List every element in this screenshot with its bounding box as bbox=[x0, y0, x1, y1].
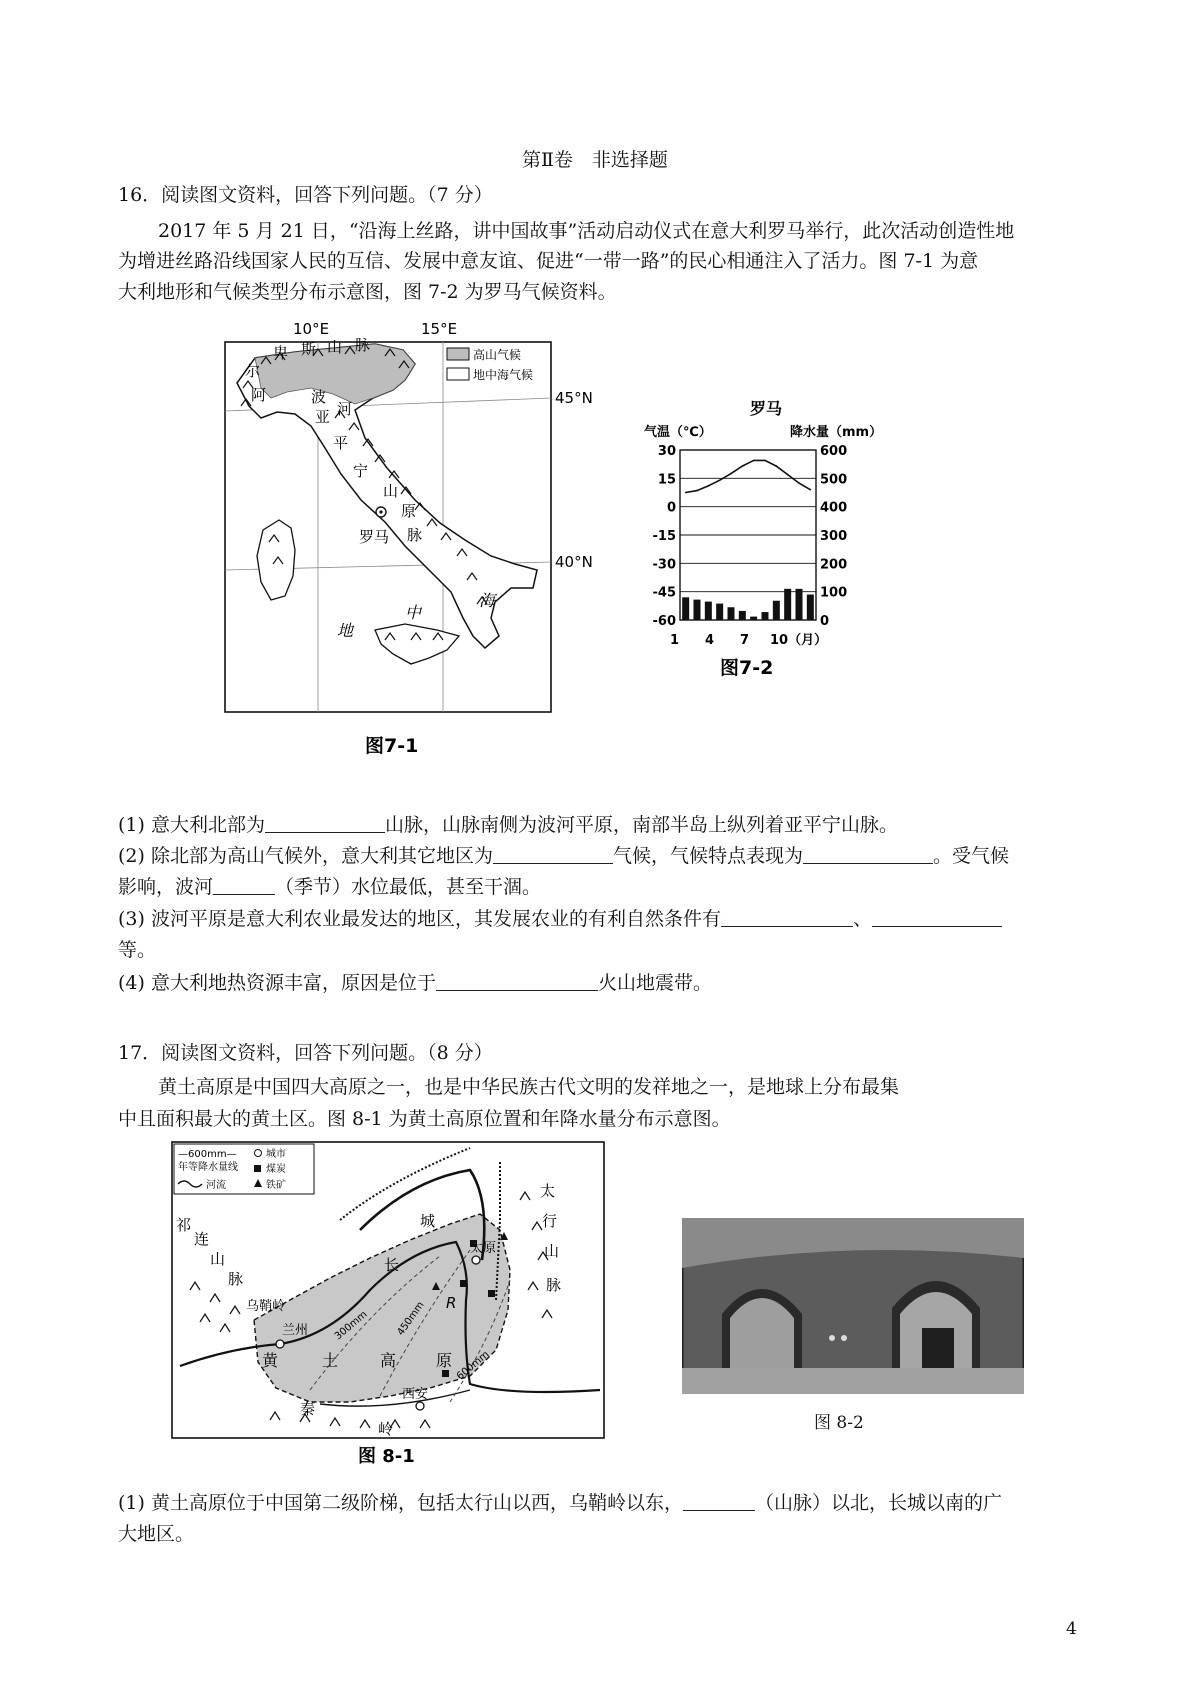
river-label: R bbox=[446, 1294, 457, 1312]
temp-point bbox=[810, 489, 812, 491]
taihang-char-4: 脉 bbox=[546, 1276, 562, 1294]
left-tick-label: 0 bbox=[666, 500, 676, 516]
lon-label-15e: 15°E bbox=[421, 320, 458, 338]
precip-bar bbox=[762, 612, 769, 620]
alps-char-5: 山 bbox=[327, 338, 343, 356]
right-tick-label: 500 bbox=[820, 472, 848, 488]
alps-char-2: 尔 bbox=[245, 362, 261, 380]
precip-bars bbox=[682, 589, 814, 620]
qilian-char-2: 连 bbox=[194, 1230, 210, 1248]
legend-isoline-sample: —600mm— bbox=[178, 1149, 237, 1160]
alps-char-3: 卑 bbox=[273, 344, 289, 362]
lanzhou-city bbox=[276, 1340, 284, 1348]
right-tick-label: 300 bbox=[820, 529, 848, 544]
precip-bar bbox=[682, 597, 689, 620]
isoline-300-label: 300mm bbox=[332, 1309, 370, 1343]
lat-label-45n: 45°N bbox=[555, 389, 593, 407]
plateau-char-4: 原 bbox=[436, 1351, 453, 1370]
q16-intro-line-2: 为增进丝路沿线国家人民的互信、发展中意友谊、促进“一带一路”的民心相通注入了活力。图 7-1 为意 bbox=[118, 250, 979, 272]
temp-point bbox=[708, 485, 710, 487]
precip-bar bbox=[694, 600, 701, 620]
plateau-char-1: 黄 bbox=[262, 1351, 279, 1370]
q17-item-1: (1) 黄土高原位于中国第二级阶梯，包括太行山以西，乌鞘岭以东， （山脉）以北，长城以南的广 bbox=[118, 1492, 1002, 1514]
sea-char-2: 中 bbox=[405, 603, 422, 622]
alps-char-4: 斯 bbox=[301, 340, 317, 358]
rome-climate-chart bbox=[640, 394, 910, 712]
qilian-char-3: 山 bbox=[210, 1250, 226, 1268]
temp-point bbox=[685, 492, 687, 494]
left-axis-title: 气温（℃） bbox=[644, 425, 712, 440]
precip-bar bbox=[728, 607, 735, 620]
xian-city bbox=[416, 1402, 424, 1410]
temp-point bbox=[730, 473, 732, 475]
q16-item-2-cont: 影响，波河 （季节）水位最低，甚至干涸。 bbox=[118, 876, 542, 898]
qilian-char-4: 脉 bbox=[228, 1270, 244, 1288]
xian-label: 西安 bbox=[402, 1387, 429, 1402]
apennine-char-5: 脉 bbox=[407, 526, 423, 544]
q17-header: 17．阅读图文资料，回答下列问题。（8 分） bbox=[118, 1042, 493, 1064]
answer-blank-3a[interactable] bbox=[721, 908, 853, 927]
temp-point bbox=[753, 460, 755, 462]
fig-7-2-caption: 图7-2 bbox=[720, 657, 774, 679]
isoline-600-label: 600mm bbox=[454, 1349, 492, 1383]
fig-8-1-caption: 图 8-1 bbox=[358, 1446, 415, 1467]
italy-map bbox=[215, 318, 645, 788]
right-axis-title: 降水量（mm） bbox=[790, 425, 883, 440]
isoline-450-label: 450mm bbox=[395, 1299, 427, 1338]
left-tick-label: 15 bbox=[657, 472, 676, 488]
right-tick-label: 200 bbox=[820, 557, 848, 573]
legend-med-swatch bbox=[447, 368, 469, 380]
legend-iron-label: 铁矿 bbox=[266, 1180, 286, 1191]
precip-bar bbox=[750, 617, 757, 620]
answer-blank-4[interactable] bbox=[436, 972, 598, 991]
apennine-char-3: 宁 bbox=[353, 462, 369, 480]
apennine-char-1: 亚 bbox=[315, 408, 331, 426]
chart-city-title: 罗马 bbox=[749, 399, 783, 418]
x-tick-4: 4 bbox=[705, 633, 715, 648]
legend-coal-label: 煤炭 bbox=[266, 1164, 286, 1175]
left-tick-label: -60 bbox=[652, 614, 676, 629]
fig-7-1-caption: 图7-1 bbox=[365, 735, 419, 757]
answer-blank-17-1[interactable] bbox=[683, 1492, 755, 1511]
sea-char-1: 地 bbox=[337, 621, 354, 640]
temp-point bbox=[719, 479, 721, 481]
taihang-char-2: 行 bbox=[542, 1212, 558, 1230]
legend-isoline-label: 年等降水量线 bbox=[178, 1162, 238, 1173]
plateau-char-2: 土 bbox=[322, 1351, 339, 1370]
x-tick-10: 10（月） bbox=[770, 633, 828, 648]
po-char-2: 河 bbox=[337, 400, 353, 418]
temp-point bbox=[742, 465, 744, 467]
x-tick-1: 1 bbox=[670, 633, 680, 648]
po-char-3: 平 bbox=[333, 434, 349, 452]
taihang-char-3: 山 bbox=[544, 1242, 560, 1260]
precip-bar bbox=[773, 601, 780, 620]
answer-blank-2b[interactable] bbox=[803, 845, 933, 864]
qinling-char-2: 岭 bbox=[378, 1420, 394, 1438]
left-tick-label: -30 bbox=[652, 557, 676, 573]
temp-line bbox=[685, 460, 811, 494]
q16-item-3: (3) 波河平原是意大利农业最发达的地区，其发展农业的有利自然条件有 、 bbox=[118, 906, 1002, 932]
left-tick-label: 30 bbox=[657, 444, 676, 459]
left-tick-label: -45 bbox=[652, 585, 676, 601]
legend-city-label: 城市 bbox=[266, 1149, 286, 1160]
legend-coal-symbol bbox=[254, 1165, 261, 1172]
q16-intro-line-3: 大利地形和气候类型分布示意图，图 7-2 为罗马气候资料。 bbox=[118, 281, 617, 303]
page-number: 4 bbox=[1066, 1619, 1077, 1639]
po-char-4: 原 bbox=[401, 502, 417, 520]
loess-plateau-map bbox=[170, 1140, 610, 1470]
temp-point bbox=[776, 465, 778, 467]
cave-dwelling-photo bbox=[682, 1218, 1024, 1394]
sea-char-3: 海 bbox=[479, 591, 496, 610]
po-char-1: 波 bbox=[311, 388, 327, 406]
q16-item-4: (4) 意大利地热资源丰富，原因是位于 火山地震带。 bbox=[118, 972, 712, 994]
temp-point bbox=[764, 460, 766, 462]
temp-point bbox=[696, 490, 698, 492]
rome-label: 罗马 bbox=[359, 528, 390, 546]
left-tick-label: -15 bbox=[652, 529, 676, 544]
precip-bar bbox=[784, 589, 791, 620]
taiyuan-city bbox=[472, 1256, 480, 1264]
alps-char-6: 脉 bbox=[355, 336, 371, 354]
q16-item-1: (1) 意大利北部为 山脉，山脉南侧为波河平原，南部半岛上纵列着亚平宁山脉。 bbox=[118, 814, 898, 836]
apennine-char-4: 山 bbox=[383, 482, 399, 500]
precip-bar bbox=[739, 611, 746, 620]
fig-8-2-caption: 图 8-2 bbox=[814, 1413, 864, 1433]
temp-line-path bbox=[686, 460, 811, 492]
q16-item-2: (2) 除北部为高山气候外，意大利其它地区为 气候，气候特点表现为 。受气候 bbox=[118, 845, 1009, 867]
qinling-char-1: 秦 bbox=[300, 1400, 316, 1418]
q17-intro-line-2: 中且面积最大的黄土区。图 8-1 为黄土高原位置和年降水量分布示意图。 bbox=[118, 1108, 731, 1130]
q16-header: 16．阅读图文资料，回答下列问题。（7 分） bbox=[118, 184, 493, 206]
precip-bar bbox=[705, 602, 712, 620]
lon-label-10e: 10°E bbox=[293, 320, 330, 338]
answer-blank-1[interactable] bbox=[265, 814, 385, 833]
wuqiao-label: 乌鞘岭 bbox=[246, 1299, 286, 1314]
right-tick-label: 600 bbox=[820, 444, 848, 459]
legend-alpine-swatch bbox=[447, 348, 469, 360]
answer-blank-3b[interactable] bbox=[872, 908, 1002, 927]
taihang-char-1: 太 bbox=[540, 1182, 556, 1200]
lat-label-40n: 40°N bbox=[555, 553, 593, 571]
answer-blank-2c[interactable] bbox=[213, 876, 275, 895]
x-tick-7: 7 bbox=[740, 633, 750, 648]
plateau-char-3: 高 bbox=[380, 1351, 397, 1370]
q17-intro-line-1: 黄土高原是中国四大高原之一，也是中华民族古代文明的发祥地之一，是地球上分布最集 bbox=[158, 1076, 900, 1098]
greatwall-char-2: 城 bbox=[420, 1212, 436, 1230]
legend-med-label: 地中海气候 bbox=[473, 368, 534, 382]
precip-bar bbox=[796, 589, 803, 620]
q17-item-1-cont: 大地区。 bbox=[118, 1523, 195, 1545]
q16-intro-line-1: 2017 年 5 月 21 日，“沿海上丝路，讲中国故事”活动启动仪式在意大利罗马举行，此次活动创造性地 bbox=[158, 220, 1015, 242]
lanzhou-label: 兰州 bbox=[282, 1323, 309, 1338]
legend-river-label: 河流 bbox=[206, 1180, 226, 1191]
taiyuan-label: 太原 bbox=[470, 1241, 497, 1256]
qilian-char-1: 祁 bbox=[176, 1216, 192, 1234]
right-tick-label: 400 bbox=[820, 500, 848, 516]
q16-item-3-cont: 等。 bbox=[118, 939, 157, 961]
tick-labels bbox=[653, 444, 848, 629]
temp-point bbox=[787, 474, 789, 476]
right-tick-label: 100 bbox=[820, 585, 848, 601]
answer-blank-2a[interactable] bbox=[493, 845, 613, 864]
precip-bar bbox=[716, 604, 723, 620]
greatwall-char-1: 长 bbox=[384, 1256, 400, 1274]
section-title: 第Ⅱ卷 非选择题 bbox=[522, 149, 668, 171]
right-tick-label: 0 bbox=[820, 614, 830, 629]
temp-point bbox=[798, 482, 800, 484]
legend-alpine-label: 高山气候 bbox=[473, 348, 522, 362]
alps-char-1: 阿 bbox=[251, 386, 267, 404]
precip-bar bbox=[807, 595, 814, 621]
